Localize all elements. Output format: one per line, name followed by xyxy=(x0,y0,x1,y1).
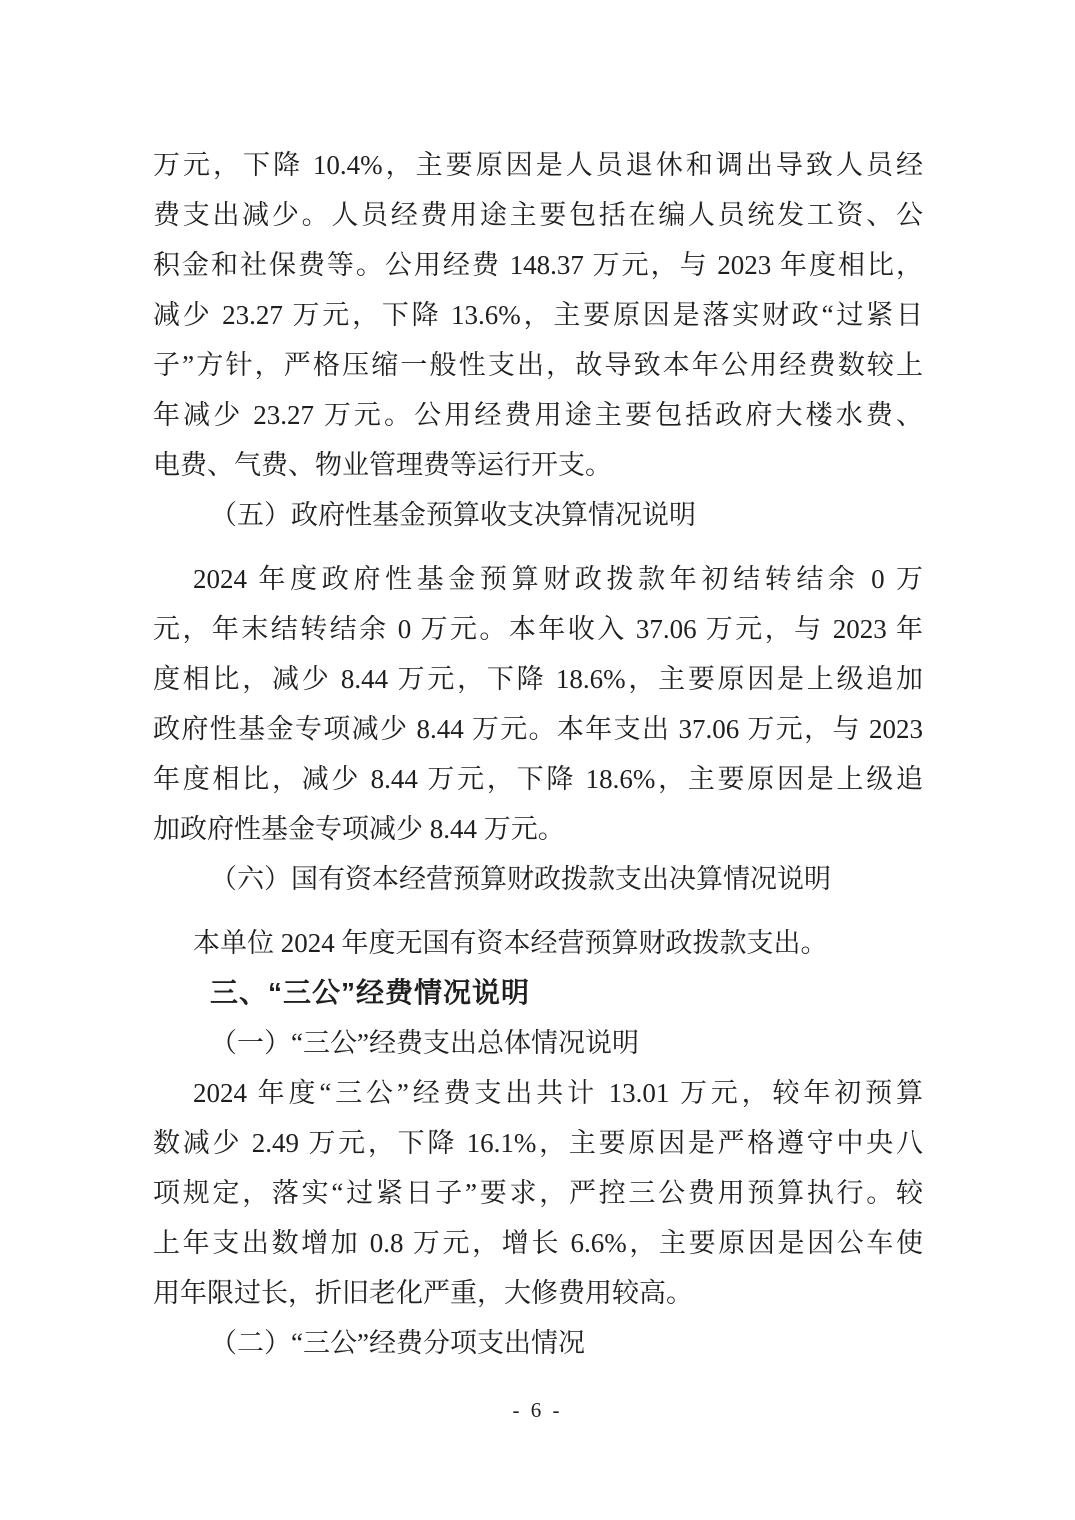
paragraph-line: 度相比，减少 8.44 万元，下降 18.6%，主要原因是上级追加 xyxy=(153,664,923,694)
paragraph-line: 2024 年度“三公”经费支出共计 13.01 万元，较年初预算 xyxy=(193,1078,923,1108)
paragraph-line: 万元，下降 10.4%，主要原因是人员退休和调出导致人员经 xyxy=(153,150,923,180)
paragraph-line: 年减少 23.27 万元。公用经费用途主要包括政府大楼水费、 xyxy=(153,400,923,430)
subsection-heading: （六）国有资本经营预算财政拨款支出决算情况说明 xyxy=(210,864,831,894)
subsection-heading: （一）“三公”经费支出总体情况说明 xyxy=(210,1028,639,1058)
paragraph-line: 子”方针，严格压缩一般性支出，故导致本年公用经费数较上 xyxy=(153,350,923,380)
paragraph-line: 年度相比，减少 8.44 万元，下降 18.6%，主要原因是上级追 xyxy=(153,764,923,794)
paragraph-line: 本单位 2024 年度无国有资本经营预算财政拨款支出。 xyxy=(193,928,828,958)
paragraph-line: 电费、气费、物业管理费等运行开支。 xyxy=(153,450,612,480)
subsection-heading: （二）“三公”经费分项支出情况 xyxy=(210,1328,585,1358)
page-number: - 6 - xyxy=(512,1398,563,1422)
section-heading: 三、“三公”经费情况说明 xyxy=(210,977,531,1008)
paragraph-line: 上年支出数增加 0.8 万元，增长 6.6%，主要原因是因公车使 xyxy=(153,1228,923,1258)
paragraph-line: 加政府性基金专项减少 8.44 万元。 xyxy=(153,814,565,844)
paragraph-line: 积金和社保费等。公用经费 148.37 万元，与 2023 年度相比， xyxy=(153,250,923,280)
subsection-heading: （五）政府性基金预算收支决算情况说明 xyxy=(210,500,696,530)
paragraph-line: 减少 23.27 万元，下降 13.6%，主要原因是落实财政“过紧日 xyxy=(153,300,923,330)
paragraph-line: 费支出减少。人员经费用途主要包括在编人员统发工资、公 xyxy=(153,200,923,230)
document-body xyxy=(153,140,923,1368)
paragraph-line: 项规定，落实“过紧日子”要求，严控三公费用预算执行。较 xyxy=(153,1178,923,1208)
paragraph-line: 元，年末结转结余 0 万元。本年收入 37.06 万元，与 2023 年 xyxy=(153,614,923,644)
paragraph-line: 数减少 2.49 万元，下降 16.1%，主要原因是严格遵守中央八 xyxy=(153,1128,923,1158)
paragraph-line: 政府性基金专项减少 8.44 万元。本年支出 37.06 万元，与 2023 xyxy=(153,714,923,744)
paragraph-line: 用年限过长，折旧老化严重，大修费用较高。 xyxy=(153,1278,693,1308)
paragraph-line: 2024 年度政府性基金预算财政拨款年初结转结余 0 万 xyxy=(193,564,923,594)
